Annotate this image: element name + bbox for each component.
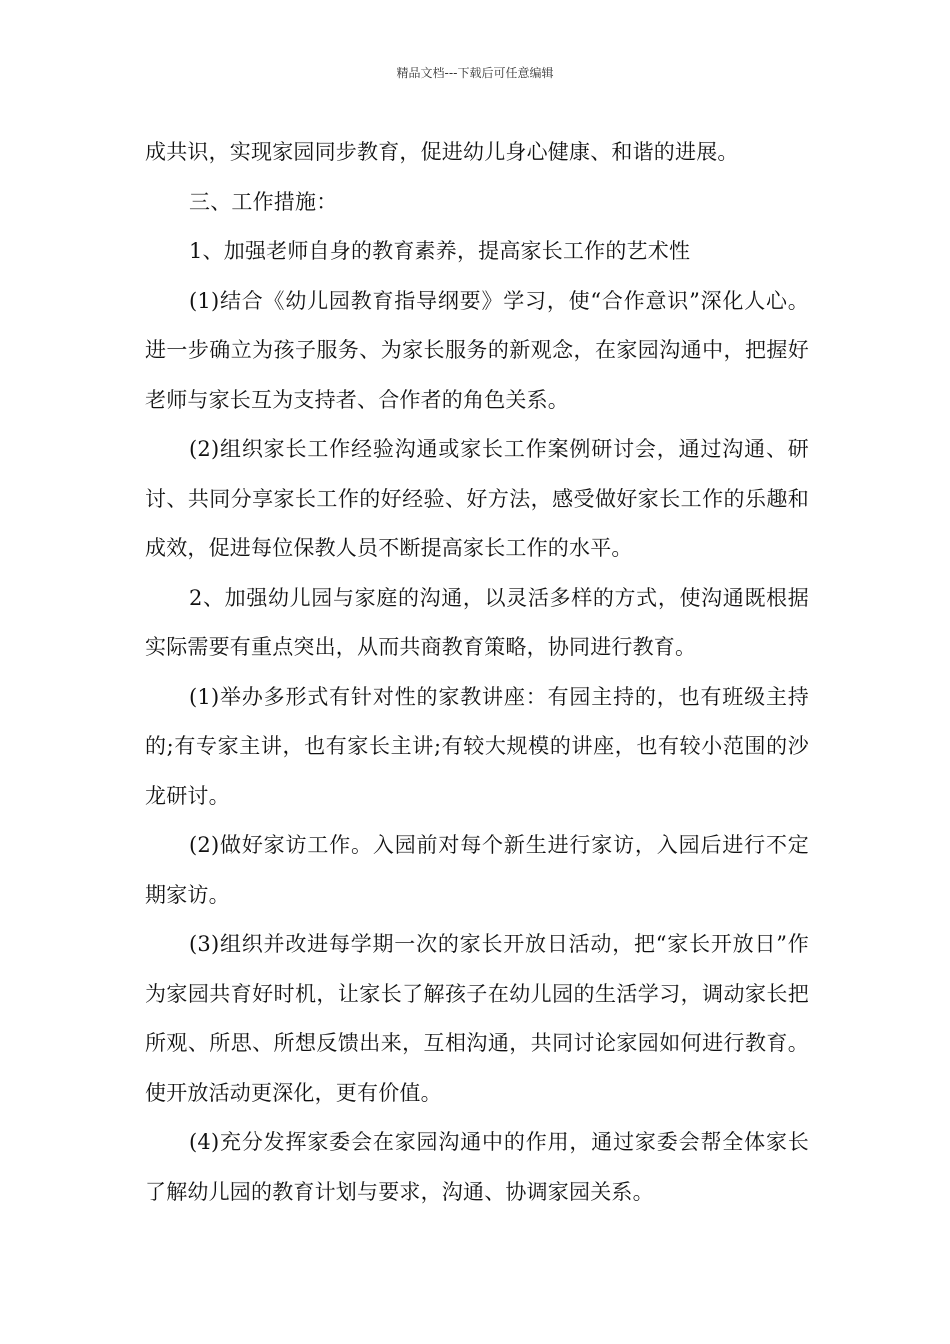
paragraph-5: (2)组织家长工作经验沟通或家长工作案例研讨会，通过沟通、研讨、共同分享家长工作的好经验、好方法，感受做好家长工作的乐趣和成效，促进每位保教人员不断提高家长工作的水平。 [145, 437, 809, 560]
paragraph-8: (2)做好家访工作。入园前对每个新生进行家访，入园后进行不定期家访。 [145, 833, 809, 907]
paragraph-10: (4)充分发挥家委会在家园沟通中的作用，通过家委会帮全体家长了解幼儿园的教育计划与要求，沟通、协调家园关系。 [145, 1130, 809, 1204]
paragraph-3: 1、加强老师自身的教育素养，提高家长工作的艺术性 [189, 239, 691, 263]
document-body [145, 128, 809, 1217]
paragraph-7: (1)举办多形式有针对性的家教讲座：有园主持的，也有班级主持的;有专家主讲，也有家长主讲;有较大规模的讲座，也有较小范围的沙龙研讨。 [145, 684, 809, 808]
paragraph-4: (1)结合《幼儿园教育指导纲要》学习，使“合作意识”深化人心。进一步确立为孩子服务、为家长服务的新观念，在家园沟通中，把握好老师与家长互为支持者、合作者的角色关系。 [145, 288, 809, 412]
paragraph-1: 成共识，实现家园同步教育，促进幼儿身心健康、和谐的进展。 [145, 140, 739, 164]
page-header: 精品文档---下载后可任意编辑 [396, 66, 554, 80]
paragraph-9: (3)组织并改进每学期一次的家长开放日活动，把“家长开放日”作为家园共育好时机，让家长了解孩子在幼儿园的生活学习，调动家长把所观、所思、所想反馈出来，互相沟通，共同讨论家园如何进行教育。使开放活动更深化，更有价值。 [145, 932, 809, 1105]
paragraph-2: 三、工作措施： [189, 189, 338, 214]
paragraph-6: 2、加强幼儿园与家庭的沟通，以灵活多样的方式，使沟通既根据实际需要有重点突出，从而共商教育策略，协同进行教育。 [145, 585, 809, 659]
